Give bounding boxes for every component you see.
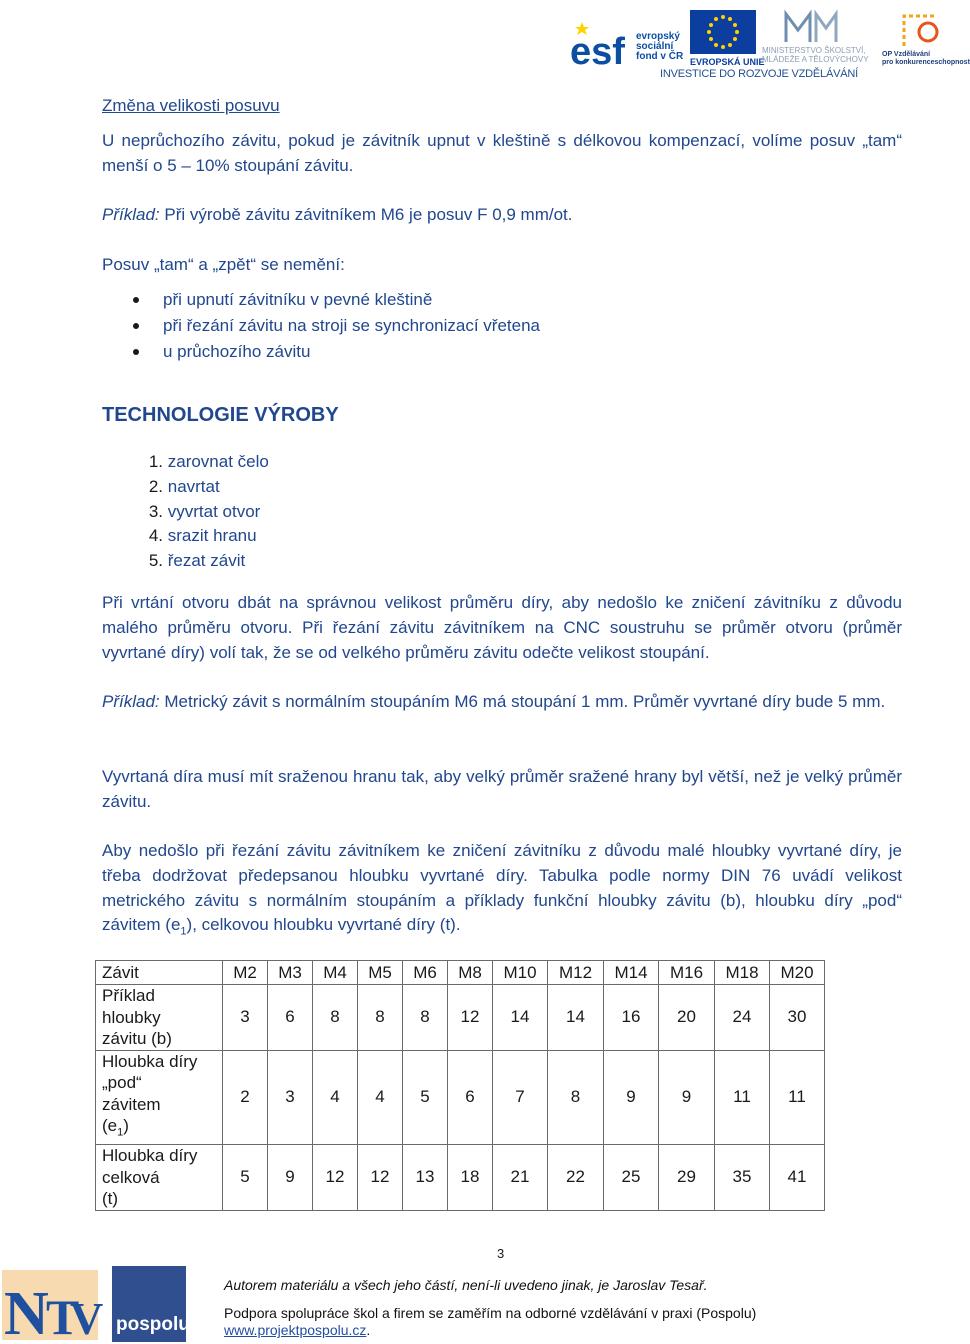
table-cell: M10 xyxy=(493,961,548,985)
table-cell: 16 xyxy=(604,985,659,1051)
table-cell: 24 xyxy=(715,985,770,1051)
table-cell: 5 xyxy=(223,1144,268,1210)
list-item xyxy=(102,475,269,500)
step-number: 4. xyxy=(148,526,163,546)
table-cell: M12 xyxy=(548,961,604,985)
step-text: navrtat xyxy=(167,476,220,496)
table-cell: 9 xyxy=(659,1050,715,1144)
msmt-line-2: MLÁDEŽE A TĚLOVÝCHOVY xyxy=(762,55,869,64)
row-label-line: hloubky xyxy=(102,1007,161,1027)
support-line: Podpora spolupráce škol a firem se zaměřím na odborné vzdělávání v praxi (Pospolu) xyxy=(224,1305,757,1321)
esf-line-1: evropský xyxy=(636,31,680,42)
list-item: při řezání závitu na stroji se synchronizací vřetena xyxy=(102,313,540,339)
paragraph-vrtani xyxy=(102,591,902,665)
table-cell: 6 xyxy=(268,985,313,1051)
table-cell: M18 xyxy=(715,961,770,985)
table-cell: 22 xyxy=(548,1144,604,1210)
table-cell: 12 xyxy=(313,1144,358,1210)
esf-line-2: sociální xyxy=(636,41,674,52)
table-cell: 9 xyxy=(604,1050,659,1144)
esf-line-3: fond v ČR xyxy=(636,51,684,62)
author-line: Autorem materiálu a všech jeho částí, není-li uvedeno jinak, je Jaroslav Tesař. xyxy=(224,1277,708,1293)
svg-text:T: T xyxy=(46,1289,80,1344)
row-label-line: závitu (b) xyxy=(102,1029,172,1048)
pospolu-logo xyxy=(112,1266,190,1342)
step-text: vyvrtat otvor xyxy=(167,501,261,521)
eu-logo xyxy=(690,10,765,68)
table-cell: 4 xyxy=(358,1050,403,1144)
table-cell: 14 xyxy=(548,985,604,1051)
investice-text: INVESTICE DO ROZVOJE VZDĚLÁVÁNÍ xyxy=(660,68,858,80)
list-item: u průchozího závitu xyxy=(102,339,540,365)
example-label: Příklad: xyxy=(102,692,160,711)
table-cell: M20 xyxy=(770,961,825,985)
table-cell: M5 xyxy=(358,961,403,985)
table-header-row xyxy=(96,961,825,985)
table-cell: 3 xyxy=(223,985,268,1051)
table-row xyxy=(96,1144,825,1210)
table-cell: 8 xyxy=(313,985,358,1051)
eu-label: EVROPSKÁ UNIE xyxy=(690,57,765,67)
table-cell: 2 xyxy=(223,1050,268,1144)
section-heading-technologie: TECHNOLOGIE VÝROBY xyxy=(102,404,339,426)
example-text: Metrický závit s normálním stoupáním M6 má stoupání 1 mm. Průměr vyvrtané díry bude 5 mm. xyxy=(159,692,886,711)
list-item xyxy=(102,500,269,525)
step-text: řezat závit xyxy=(167,551,246,571)
list-item xyxy=(102,549,269,574)
esf-mark-icon xyxy=(570,18,632,73)
subscript: 1 xyxy=(180,925,187,938)
link-suffix: . xyxy=(366,1322,371,1338)
step-number: 3. xyxy=(148,501,163,521)
table-cell: M4 xyxy=(313,961,358,985)
projekt-link[interactable]: www.projektpospolu.cz xyxy=(224,1322,367,1338)
investice-banner xyxy=(660,68,958,82)
paragraph-posuv: U neprůchozího závitu, pokud je závitník upnut v kleštině s délkovou kompenzací, volíme posuv „tam“ menší o 5 – 10% stoupání závitu. xyxy=(102,131,902,175)
table-cell: M14 xyxy=(604,961,659,985)
table-cell: 7 xyxy=(493,1050,548,1144)
table-row-label xyxy=(96,985,223,1051)
subscript: 1 xyxy=(117,1126,124,1139)
table-cell: 12 xyxy=(448,985,493,1051)
footer-link-line xyxy=(224,1322,370,1338)
row-label-line: Hloubka díry xyxy=(102,1051,198,1071)
example-label: Příklad: xyxy=(102,205,160,224)
op-line-2: pro konkurenceschopnost xyxy=(882,59,970,66)
table-cell: 8 xyxy=(548,1050,604,1144)
table-cell: 4 xyxy=(313,1050,358,1144)
msmt-logo xyxy=(762,6,882,66)
ntv-logo-icon xyxy=(2,1266,102,1344)
table-cell: 35 xyxy=(715,1144,770,1210)
esf-text xyxy=(636,32,683,62)
table-cell: 11 xyxy=(770,1050,825,1144)
row-label-line xyxy=(102,1115,222,1144)
paragraph-hloubka-part2: Tabulka podle normy DIN 76 uvádí velikost metrického závitu s normálním stoupáním a příklady funkční hloubky závitu (b), hloubku díry „pod“ závitem (e xyxy=(102,865,902,935)
table-cell: M8 xyxy=(448,961,493,985)
table-cell: 13 xyxy=(403,1144,448,1210)
example-posuv xyxy=(102,203,902,228)
table-cell: 5 xyxy=(403,1050,448,1144)
table-cell: 6 xyxy=(448,1050,493,1144)
paragraph-hloubka-part1: Aby nedošlo při řezání závitu závitníkem ke zničení závitníku z důvodu malé hloubky vyvrtané díry, je třeba dodržovat předepsanou hloubku vyvrtané díry. xyxy=(102,841,902,885)
step-number: 5. xyxy=(148,551,163,571)
row-label-line: Příklad xyxy=(102,986,155,1005)
esf-logo xyxy=(570,10,690,73)
table-cell: 20 xyxy=(659,985,715,1051)
step-text: zarovnat čelo xyxy=(167,452,269,471)
table-header-label: Závit xyxy=(96,961,223,985)
op-mark-icon xyxy=(900,8,940,50)
paragraph-vrtani-part2: Při řezání závitu závitníkem na CNC soustruhu se průměr otvoru (průměr vyvrtané díry) volí tak, že se od velkého průměru závitu odečte velikost stoupání. xyxy=(102,617,902,662)
table-cell: 8 xyxy=(358,985,403,1051)
row-label-text: ) xyxy=(123,1116,129,1135)
list-item xyxy=(102,450,269,475)
svg-text:V: V xyxy=(70,1293,104,1344)
table-cell: M6 xyxy=(403,961,448,985)
step-text: srazit hranu xyxy=(167,526,257,546)
row-label-line: „pod“ xyxy=(102,1073,142,1092)
example-metric xyxy=(102,690,902,715)
row-label-line: celková xyxy=(102,1167,160,1187)
pospolu-label: pospolu xyxy=(116,1314,190,1335)
msmt-line-1: MINISTERSTVO ŠKOLSTVÍ, xyxy=(762,46,866,55)
table-row xyxy=(96,1050,825,1144)
table-cell: 21 xyxy=(493,1144,548,1210)
eu-flag-icon xyxy=(690,10,756,54)
table-cell: 18 xyxy=(448,1144,493,1210)
unchanged-intro: Posuv „tam“ a „zpět“ se nemění: xyxy=(102,255,345,274)
table-cell: M16 xyxy=(659,961,715,985)
section-heading-posuv: Změna velikosti posuvu xyxy=(102,96,280,115)
paragraph-srazeni: Vyvrtaná díra musí mít sraženou hranu tak, aby velký průměr sražené hrany byl větší, než je velký průměr závitu. xyxy=(102,767,902,811)
bullet-list xyxy=(102,287,540,365)
list-item xyxy=(102,524,269,549)
table-row-label xyxy=(96,1144,223,1210)
op-line-1: OP Vzdělávání xyxy=(882,51,931,58)
table-row xyxy=(96,985,825,1051)
list-item: při upnutí závitníku v pevné kleštině xyxy=(102,287,540,313)
paragraph-hloubka xyxy=(102,839,902,945)
numbered-steps xyxy=(102,450,269,574)
paragraph-hloubka-part3: ), celkovou hloubku vyvrtané díry (t). xyxy=(186,915,461,935)
table-cell: M3 xyxy=(268,961,313,985)
table-cell: 29 xyxy=(659,1144,715,1210)
table-cell: 25 xyxy=(604,1144,659,1210)
row-label-text: (e xyxy=(102,1116,118,1135)
table-cell: 41 xyxy=(770,1144,825,1210)
header-logos xyxy=(570,6,970,88)
table-cell: 9 xyxy=(268,1144,313,1210)
op-logo xyxy=(882,6,970,68)
table-cell: 11 xyxy=(715,1050,770,1144)
table-cell: 3 xyxy=(268,1050,313,1144)
step-number: 1. xyxy=(148,452,163,471)
row-label-line: závitem xyxy=(102,1094,161,1114)
thread-table xyxy=(95,960,825,1211)
msmt-mark-icon xyxy=(782,8,842,44)
row-label-line: Hloubka díry xyxy=(102,1146,198,1166)
svg-text:N: N xyxy=(4,1280,49,1344)
svg-text:esf: esf xyxy=(570,31,625,73)
op-text xyxy=(882,51,970,67)
step-number: 2. xyxy=(148,476,163,496)
table-row-label xyxy=(96,1050,223,1144)
table-cell: 8 xyxy=(403,985,448,1051)
table-cell: 14 xyxy=(493,985,548,1051)
table-cell: 12 xyxy=(358,1144,403,1210)
row-label-line: (t) xyxy=(102,1189,119,1209)
paragraph-vrtani-part1: Při vrtání otvoru dbát na správnou velikost průměru díry, aby nedošlo ke zničení závitníku z důvodu malého průměru otvoru. xyxy=(102,593,902,637)
page-number: 3 xyxy=(497,1246,505,1261)
msmt-text xyxy=(762,46,869,64)
table-cell: M2 xyxy=(223,961,268,985)
table-cell: 30 xyxy=(770,985,825,1051)
example-text: Při výrobě závitu závitníkem M6 je posuv F 0,9 mm/ot. xyxy=(159,205,573,224)
